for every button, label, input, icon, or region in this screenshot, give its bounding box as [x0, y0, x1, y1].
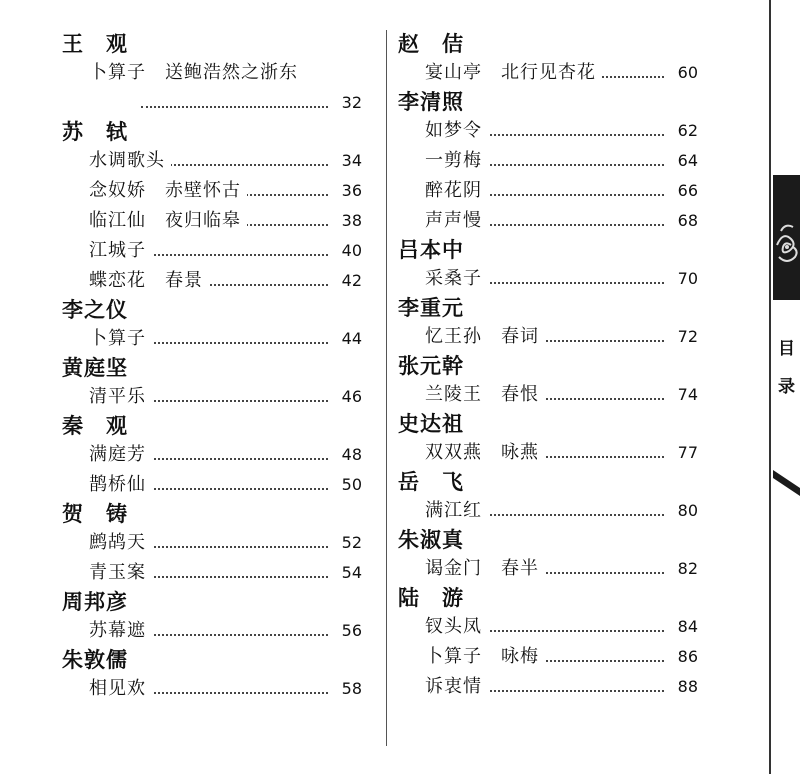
- toc-entry[interactable]: [425, 438, 698, 468]
- page-number: 34: [341, 151, 362, 170]
- entry-title: 诉衷情: [425, 672, 488, 702]
- toc-entry[interactable]: [425, 206, 698, 236]
- toc-entry[interactable]: [425, 58, 698, 88]
- page-number: 38: [341, 211, 362, 230]
- dragon-ornament-icon: [773, 175, 800, 300]
- page-number: 42: [341, 271, 362, 290]
- page-number: 66: [677, 181, 698, 200]
- author-heading: 张元幹: [398, 354, 464, 378]
- toc-entry[interactable]: [425, 642, 698, 672]
- toc-entry[interactable]: [425, 264, 698, 294]
- page-number: 60: [677, 63, 698, 82]
- toc-entry[interactable]: [89, 616, 362, 646]
- entry-title: 双双燕 咏燕: [425, 438, 545, 468]
- ornament-band: [773, 175, 800, 300]
- author-heading: 陆 游: [398, 586, 464, 610]
- side-band-lower: [773, 470, 800, 774]
- entry-title: 清平乐: [89, 382, 152, 412]
- author-heading: 苏 轼: [62, 120, 128, 144]
- author-heading: 吕本中: [398, 238, 464, 262]
- entry-title: 钗头凤: [425, 612, 488, 642]
- author-heading: 周邦彦: [62, 590, 128, 614]
- toc-column-left: [62, 30, 362, 704]
- entry-title: 采桑子: [425, 264, 488, 294]
- page-number: 80: [677, 501, 698, 520]
- entry-title: 蝶恋花 春景: [89, 266, 209, 296]
- toc-entry[interactable]: [89, 558, 362, 588]
- page-number: 52: [341, 533, 362, 552]
- toc-column-right: [398, 30, 698, 702]
- toc-entry[interactable]: [89, 324, 362, 354]
- page-number: 70: [677, 269, 698, 288]
- page-number: 48: [341, 445, 362, 464]
- author-heading: 史达祖: [398, 412, 464, 436]
- entry-title: 水调歌头: [89, 146, 171, 176]
- toc-entry[interactable]: [89, 528, 362, 558]
- toc-entry[interactable]: [425, 554, 698, 584]
- entry-title: 满庭芳: [89, 440, 152, 470]
- toc-entry[interactable]: [89, 176, 362, 206]
- page-number: 62: [677, 121, 698, 140]
- author-heading: 朱敦儒: [62, 648, 128, 672]
- toc-entry[interactable]: [89, 58, 362, 118]
- entry-title: 鹊桥仙: [89, 470, 152, 500]
- page-number: 40: [341, 241, 362, 260]
- entry-title: 宴山亭 北行见杏花: [425, 58, 602, 88]
- page-number: 77: [677, 443, 698, 462]
- author-heading: 赵 佶: [398, 32, 464, 56]
- toc-entry[interactable]: [89, 674, 362, 704]
- entry-title: 江城子: [89, 236, 152, 266]
- toc-entry[interactable]: [425, 496, 698, 526]
- entry-title: 如梦令: [425, 116, 488, 146]
- toc-entry[interactable]: [425, 322, 698, 352]
- entry-title: 忆王孙 春词: [425, 322, 545, 352]
- page-number: 56: [341, 621, 362, 640]
- page-number: 46: [341, 387, 362, 406]
- author-heading: 李之仪: [62, 298, 128, 322]
- page-number: 64: [677, 151, 698, 170]
- page-number: 50: [341, 475, 362, 494]
- page-number: 88: [677, 677, 698, 696]
- toc-entry[interactable]: [425, 176, 698, 206]
- toc-entry[interactable]: [425, 146, 698, 176]
- page-number: 32: [341, 93, 362, 112]
- toc-entry[interactable]: [89, 382, 362, 412]
- page-number: 72: [677, 327, 698, 346]
- toc-entry[interactable]: [89, 146, 362, 176]
- page-number: 82: [677, 559, 698, 578]
- entry-title: 鹧鸪天: [89, 528, 152, 558]
- page-number: 58: [341, 679, 362, 698]
- entry-title: 醉花阴: [425, 176, 488, 206]
- author-heading: 秦 观: [62, 414, 128, 438]
- page-number: 86: [677, 647, 698, 666]
- author-heading: 李重元: [398, 296, 464, 320]
- page-number: 74: [677, 385, 698, 404]
- column-divider: [386, 30, 387, 746]
- page-number: 84: [677, 617, 698, 636]
- entry-title: 卜算子: [89, 324, 152, 354]
- toc-entry[interactable]: [89, 236, 362, 266]
- page-number: 54: [341, 563, 362, 582]
- page-edge-line: [769, 0, 771, 774]
- entry-title: 谒金门 春半: [425, 554, 545, 584]
- entry-title: 卜算子 送鲍浩然之浙东: [89, 58, 304, 88]
- entry-title: 相见欢: [89, 674, 152, 704]
- toc-entry[interactable]: [89, 440, 362, 470]
- entry-title: 苏幕遮: [89, 616, 152, 646]
- leader-dots: [141, 106, 328, 108]
- page-number: 68: [677, 211, 698, 230]
- author-heading: 岳 飞: [398, 470, 464, 494]
- page-number: 36: [341, 181, 362, 200]
- entry-title: 念奴娇 赤壁怀古: [89, 176, 247, 206]
- entry-title: 临江仙 夜归临皋: [89, 206, 247, 236]
- author-heading: 黄庭坚: [62, 356, 128, 380]
- entry-title: 一剪梅: [425, 146, 488, 176]
- author-heading: 贺 铸: [62, 502, 128, 526]
- toc-entry[interactable]: [425, 116, 698, 146]
- side-tab-char-1: 目: [778, 339, 795, 359]
- page-number: 44: [341, 329, 362, 348]
- toc-entry[interactable]: [425, 612, 698, 642]
- side-band-triangle: [773, 470, 800, 774]
- toc-entry[interactable]: [425, 672, 698, 702]
- toc-entry[interactable]: [89, 206, 362, 236]
- entry-title: 青玉案: [89, 558, 152, 588]
- entry-title: 兰陵王 春恨: [425, 380, 545, 410]
- toc-entry[interactable]: [425, 380, 698, 410]
- entry-title: 满江红: [425, 496, 488, 526]
- toc-entry[interactable]: [89, 470, 362, 500]
- author-heading: 王 观: [62, 32, 128, 56]
- entry-title: 声声慢: [425, 206, 488, 236]
- author-heading: 李清照: [398, 90, 464, 114]
- author-heading: 朱淑真: [398, 528, 464, 552]
- toc-entry[interactable]: [89, 266, 362, 296]
- side-tab-char-2: 录: [778, 377, 795, 397]
- entry-title: 卜算子 咏梅: [425, 642, 545, 672]
- side-tab-label: [773, 330, 800, 406]
